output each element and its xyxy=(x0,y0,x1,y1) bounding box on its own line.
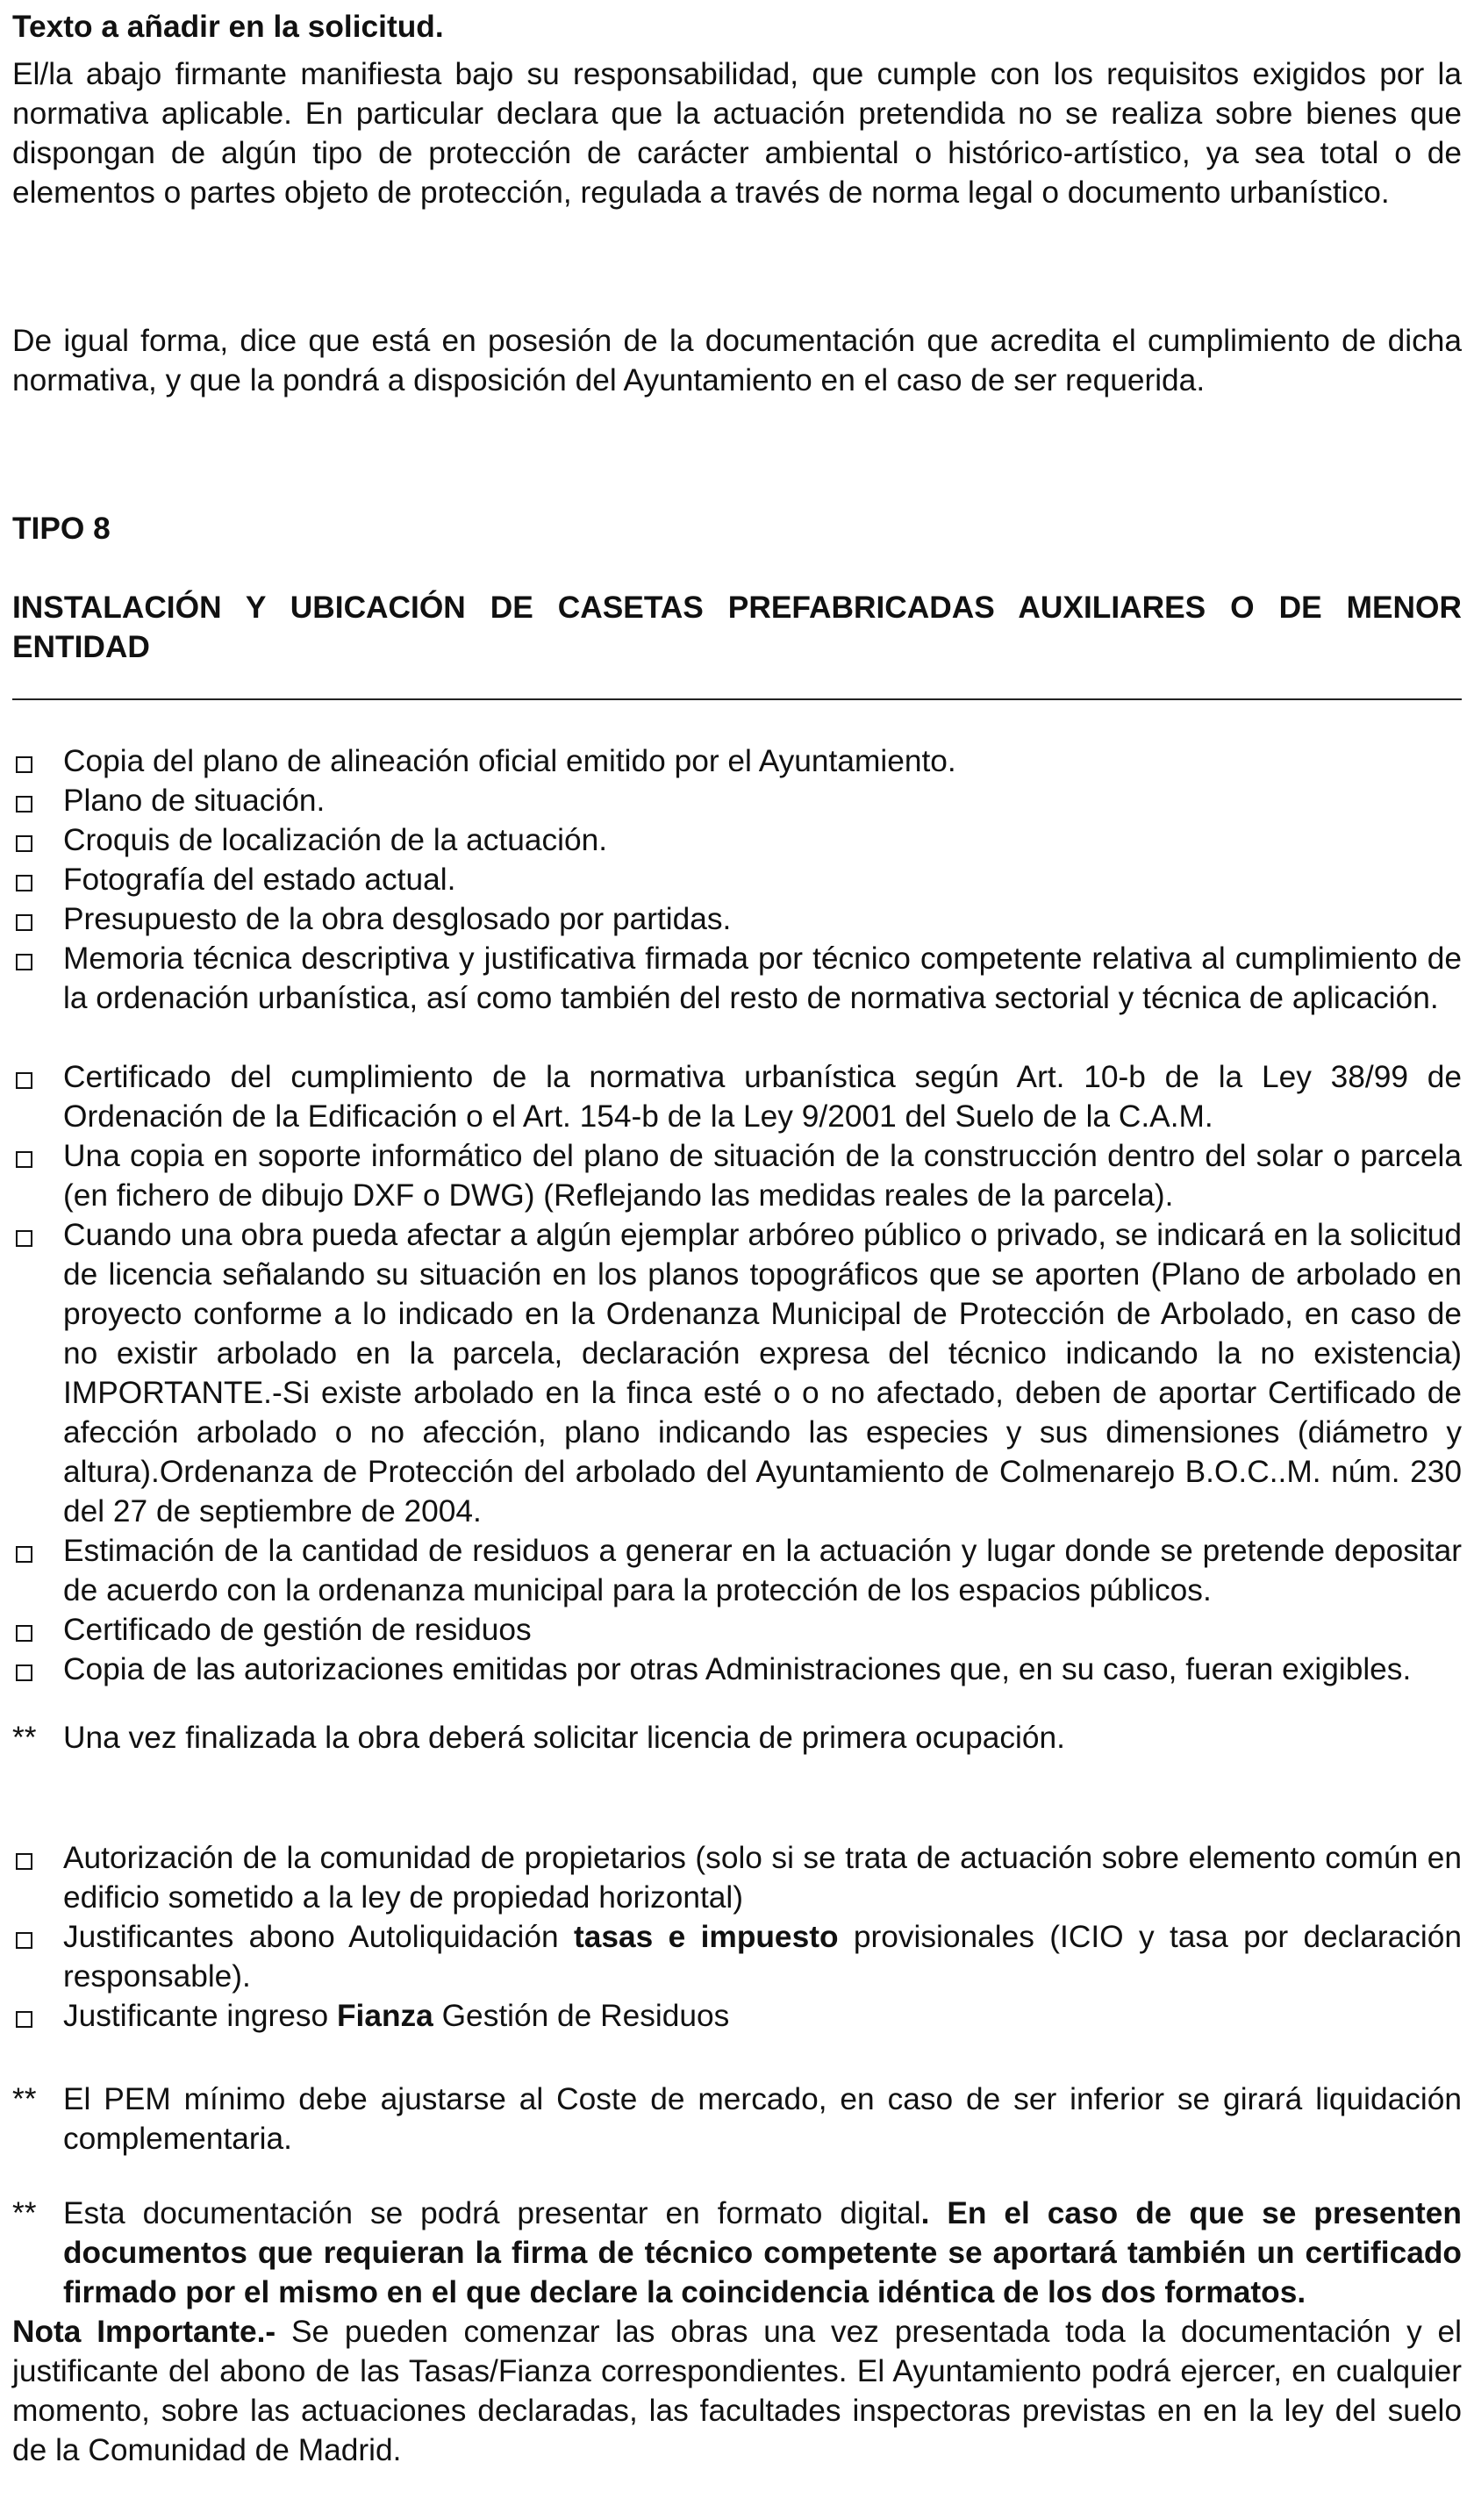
note-text: El PEM mínimo debe ajustarse al Coste de mercado, en caso de ser inferior se girará liquidación complementaria. xyxy=(63,2082,1462,2156)
intro-paragraph-2: De igual forma, dice que está en posesión de la documentación que acredita el cumplimiento de dicha normativa, y que la pondrá a disposición del Ayuntamiento en el caso de ser requerida. xyxy=(12,324,1462,397)
checkbox[interactable] xyxy=(16,1853,32,1870)
checkbox[interactable] xyxy=(16,914,32,931)
checkbox[interactable] xyxy=(16,875,32,891)
note-text: Esta documentación se podrá presentar en formato digital. En el caso de que se presenten documentos que requieran la firma de técnico competente se aportará también un certificado firmado por el mismo en el que declare la coincidencia idéntica de los dos formatos. xyxy=(63,2196,1462,2309)
checkbox[interactable] xyxy=(16,796,32,813)
intro-heading: Texto a añadir en la solicitud. xyxy=(12,10,444,44)
checkbox[interactable] xyxy=(16,1664,32,1681)
final-note xyxy=(12,2312,1462,2470)
checkbox[interactable] xyxy=(16,1072,32,1089)
section-tipo: TIPO 8 xyxy=(12,512,111,546)
final-note-text: Se pueden comenzar las obras una vez presentada toda la documentación y el justificante del abono de las Tasas/Fianza correspondientes. El Ayuntamiento podrá ejercer, en cualquier momento, sobre las actuaciones declaradas, las facultades inspectoras previstas en en la ley del suelo de la Comunidad de Madrid. xyxy=(12,2315,1462,2467)
intro-paragraph-1: El/la abajo firmante manifiesta bajo su responsabilidad, que cumple con los requisitos exigidos por la normativa aplicable. En particular declara que la actuación pretendida no se realiza sobre bienes que dispongan de algún tipo de protección de carácter ambiental o histórico-artístico, ya sea total o de elementos o partes objeto de protección, regulada a través de norma legal o documento urbanístico. xyxy=(12,57,1462,210)
section-divider xyxy=(12,698,1462,700)
checkbox[interactable] xyxy=(16,2011,32,2028)
note-marker: ** xyxy=(12,2082,37,2116)
note-marker: ** xyxy=(12,1721,37,1755)
checkbox[interactable] xyxy=(16,835,32,852)
checkbox[interactable] xyxy=(16,1625,32,1642)
section-title: INSTALACIÓN Y UBICACIÓN DE CASETAS PREFABRICADAS AUXILIARES O DE MENOR ENTIDAD xyxy=(12,591,1462,664)
checkbox[interactable] xyxy=(16,954,32,970)
checkbox[interactable] xyxy=(16,1932,32,1949)
checkbox[interactable] xyxy=(16,1151,32,1168)
final-note-label: Nota Importante.- xyxy=(12,2315,276,2349)
checkbox[interactable] xyxy=(16,1546,32,1563)
checkbox[interactable] xyxy=(16,756,32,773)
checkbox[interactable] xyxy=(16,1230,32,1247)
note-text: Una vez finalizada la obra deberá solicitar licencia de primera ocupación. xyxy=(63,1721,1065,1755)
note-marker: ** xyxy=(12,2196,37,2230)
